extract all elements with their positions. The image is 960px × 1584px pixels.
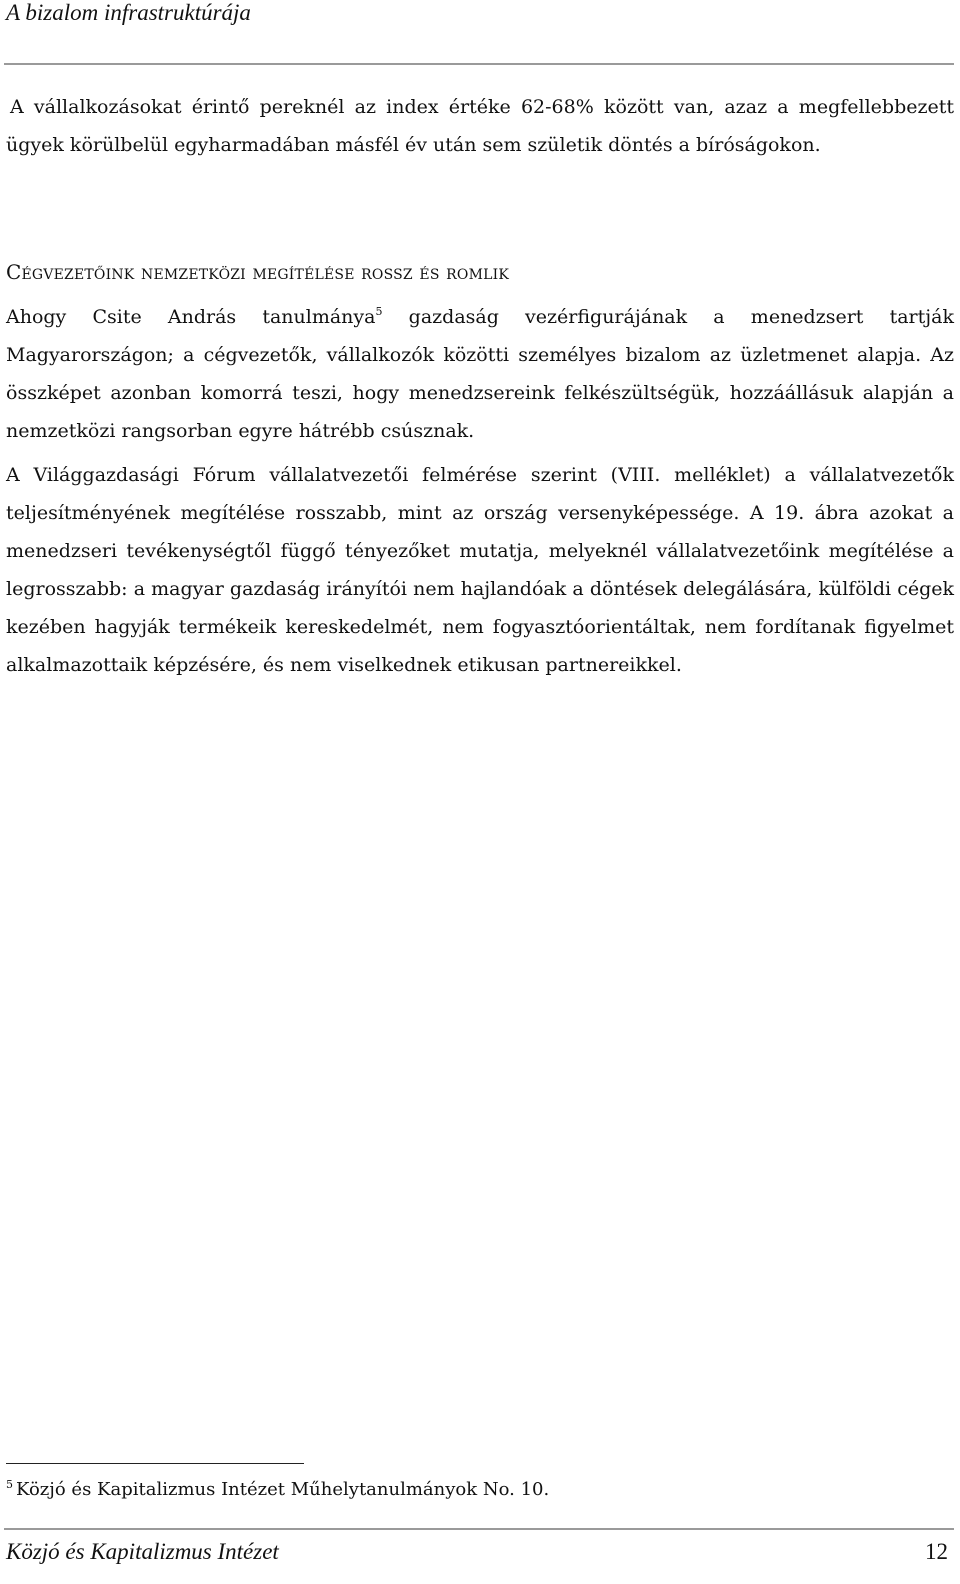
page-number: 12: [925, 1539, 948, 1564]
body-paragraph-1: [6, 298, 954, 450]
footer-divider: [4, 1528, 954, 1530]
footnote-reference[interactable]: 5: [375, 305, 383, 318]
footnote-divider: [6, 1463, 304, 1464]
paragraph-text: Ahogy Csite András tanulmánya: [6, 306, 376, 328]
footnote-text: Közjó és Kapitalizmus Intézet Műhelytanulmányok No. 10.: [16, 1479, 550, 1500]
page-body: [6, 88, 954, 684]
intro-paragraph: A vállalkozásokat érintő pereknél az index értéke 62-68% között van, azaz a megfellebbezett ügyek körülbelül egyharmadában másfél év után sem születik döntés a bíróságokon.: [6, 96, 954, 156]
footnote: [6, 1474, 549, 1506]
section-heading: Cégvezetőink nemzetközi megítélése rossz és romlik: [6, 260, 510, 284]
footer-publisher: Közjó és Kapitalizmus Intézet: [6, 1539, 279, 1564]
running-header: A bizalom infrastruktúrája: [6, 0, 251, 25]
paragraph-text: gazdaság vezérfigurájának a menedzsert tartják Magyarországon; a cégvezetők, vállalkozók közötti személyes bizalom az üzletmenet alapja. Az összképet azonban komorrá teszi, hogy menedzsereink felkészültségük, hozzáállásuk alapján a nemzetközi rangsorban egyre hátrébb csúsznak.: [6, 306, 955, 442]
body-paragraph-2: A Világgazdasági Fórum vállalatvezetői felmérése szerint (VIII. melléklet) a vállalatvezetők teljesítményének megítélése rosszabb, mint az ország versenyképessége. A 19. ábra azokat a menedzseri tevékenységtől függő tényezőket mutatja, melyeknél vállalatvezetőink megítélése a legrosszabb: a magyar gazdaság irányítói nem hajlandóak a döntések delegálására, külföldi cégek kezében hagyják termékeik kereskedelmét, nem fogyasztóorientáltak, nem fordítanak figyelmet alkalmazottaik képzésére, és nem viselkednek etikusan partnereikkel.: [6, 464, 954, 676]
footnote-number: 5: [6, 1478, 13, 1491]
header-divider: [4, 63, 954, 65]
